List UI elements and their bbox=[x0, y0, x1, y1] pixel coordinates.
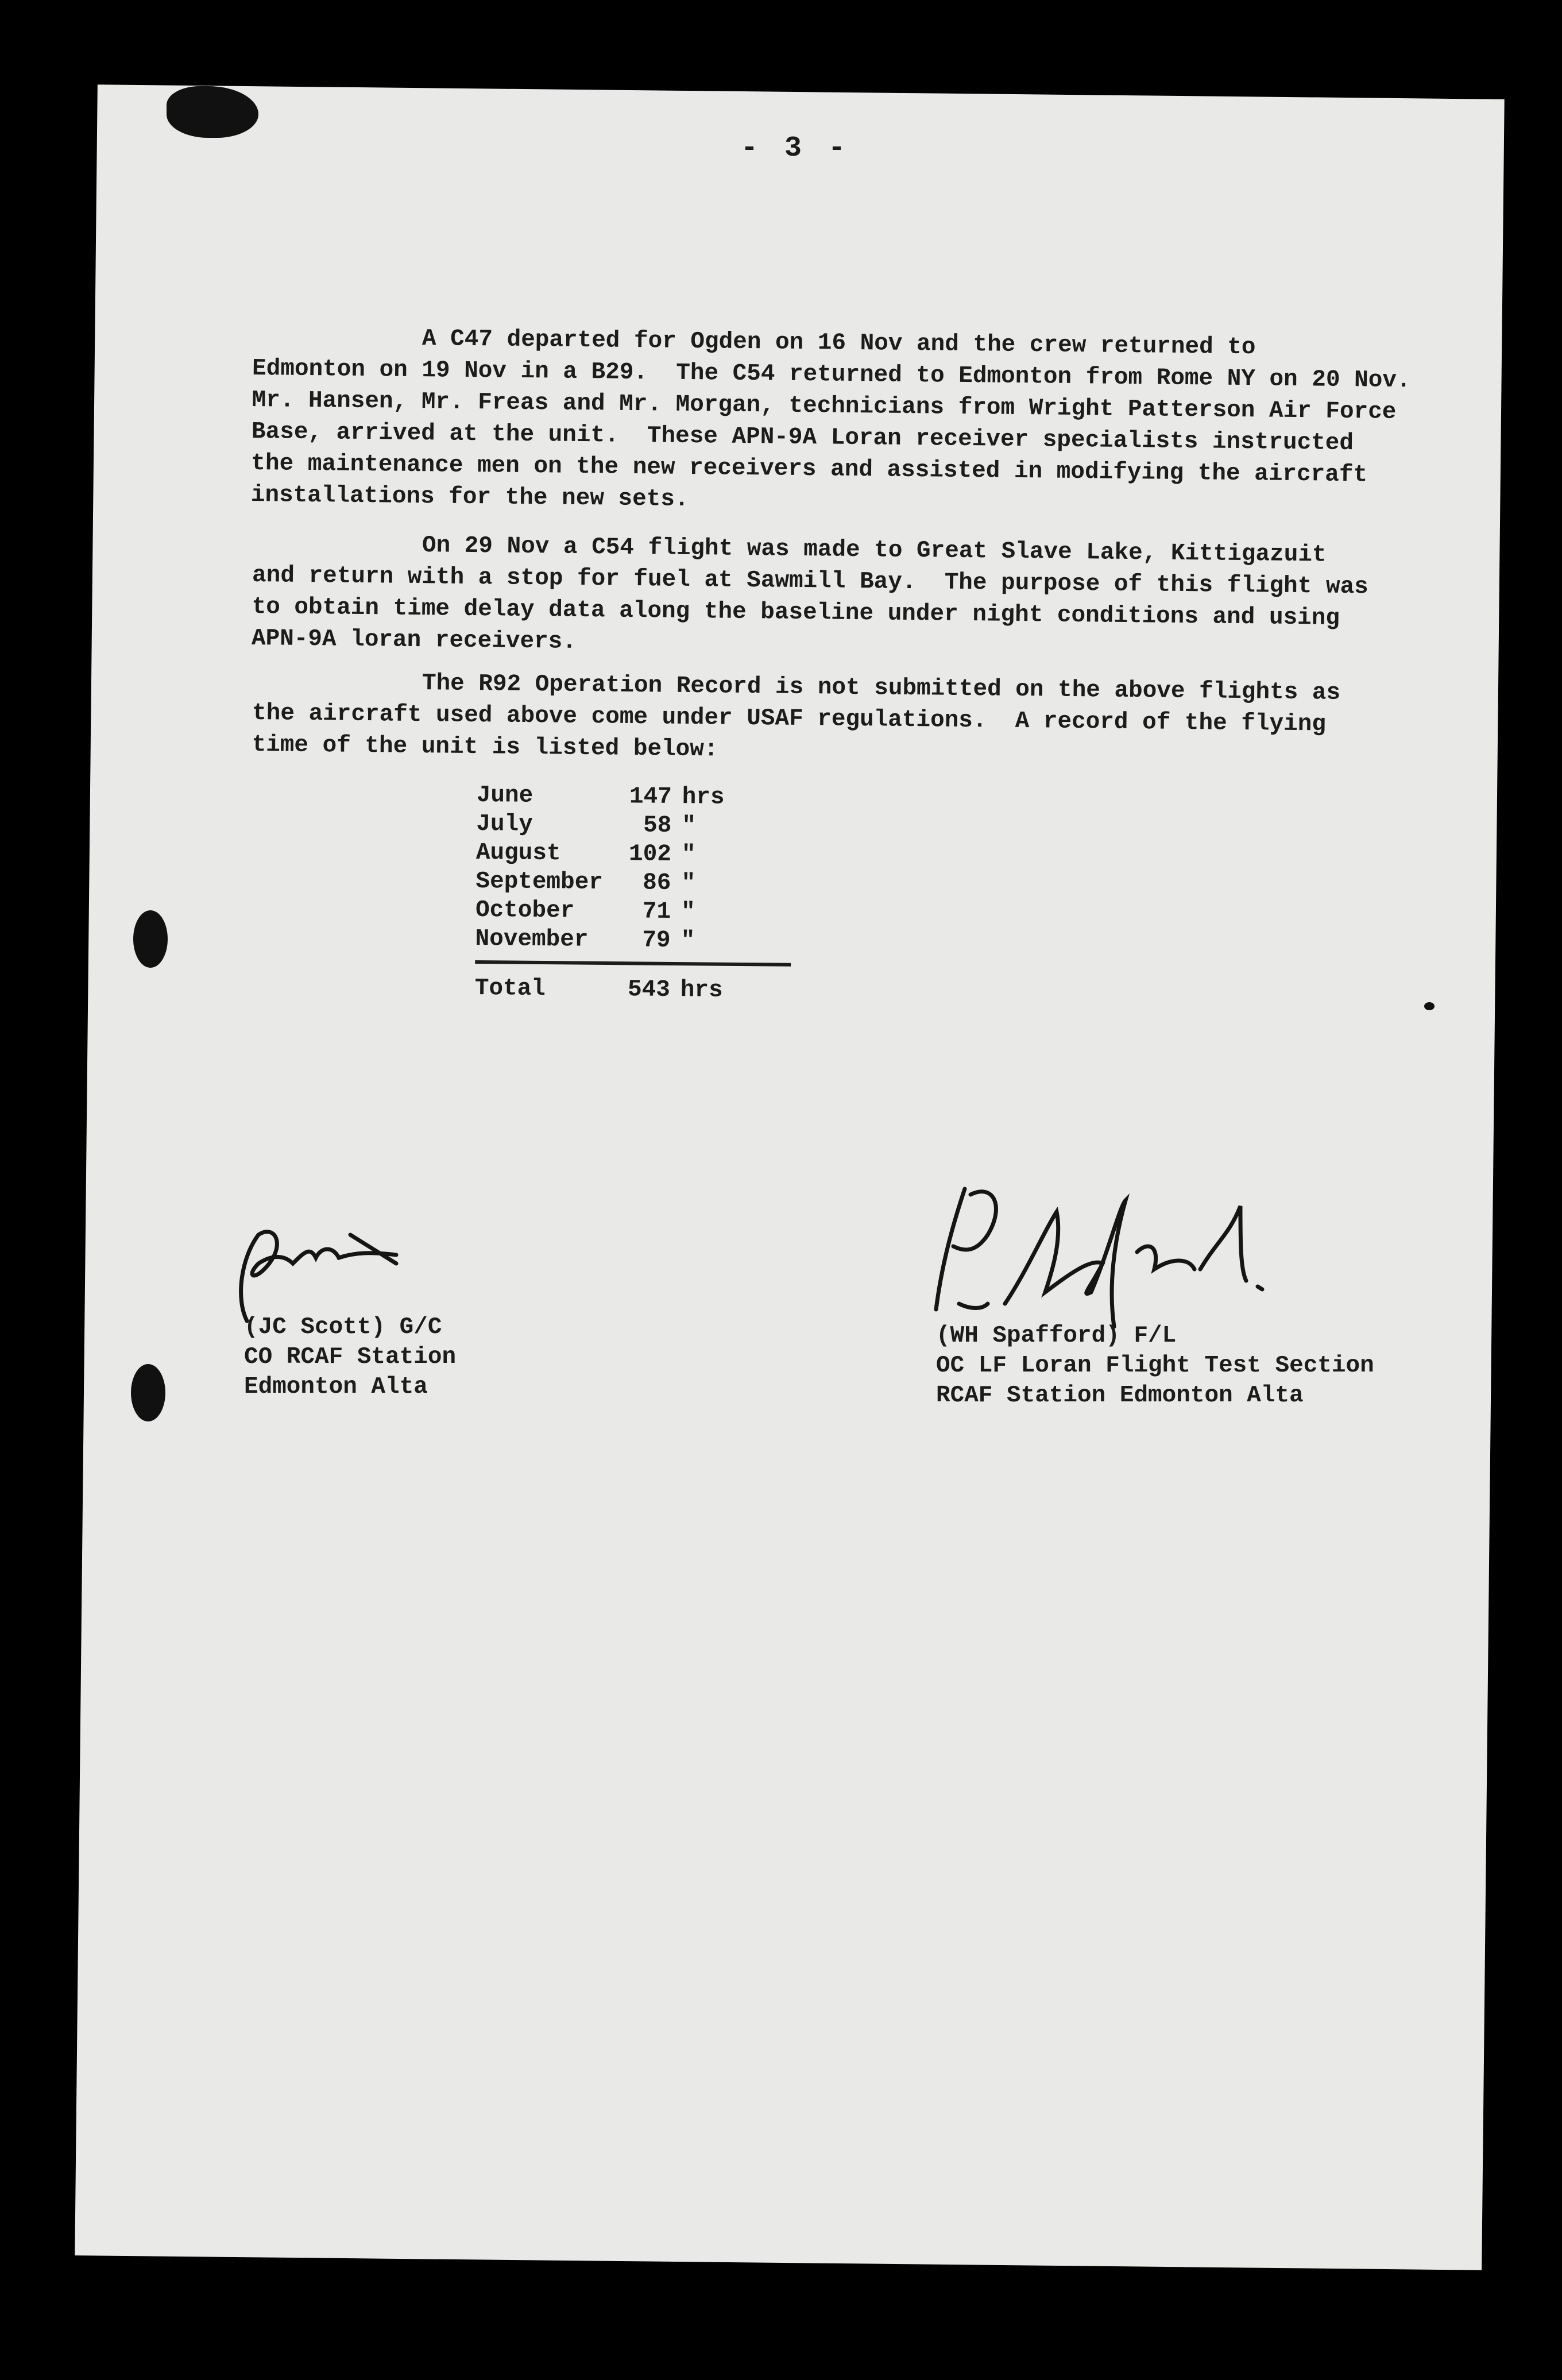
hours-cell: 147 bbox=[629, 783, 672, 810]
hours-cell: 79 bbox=[642, 927, 671, 954]
month-cell: June bbox=[476, 782, 533, 809]
ink-blot bbox=[1424, 1002, 1435, 1010]
flying-time-table bbox=[475, 781, 792, 1006]
table-row bbox=[475, 925, 791, 956]
month-cell: October bbox=[475, 897, 575, 925]
total-rule bbox=[475, 960, 791, 967]
unit-cell: " bbox=[681, 899, 695, 926]
ink-blot bbox=[131, 1364, 165, 1421]
page-number: - 3 - bbox=[741, 132, 850, 165]
table-row bbox=[476, 810, 792, 841]
paragraph-2: On 29 Nov a C54 flight was made to Great Slave Lake, Kittigazuit and return with a stop for fuel at Sawmill Bay. The purpose of this flight was to obtain time delay data along the baseline under night conditions and using APN-9A loran receivers. bbox=[251, 530, 1368, 655]
hours-cell: 86 bbox=[643, 870, 671, 897]
signature-spafford bbox=[919, 1172, 1275, 1344]
unit-cell: " bbox=[681, 928, 695, 955]
table-row bbox=[475, 867, 791, 899]
signature-scott bbox=[224, 1212, 442, 1327]
hours-cell: 71 bbox=[642, 898, 671, 925]
table-row bbox=[477, 781, 792, 813]
unit-cell: " bbox=[681, 870, 696, 897]
hours-cell: 58 bbox=[643, 812, 672, 839]
month-cell: July bbox=[476, 810, 533, 838]
month-cell: September bbox=[475, 868, 604, 896]
signature-block-scott: (JC Scott) G/C CO RCAF Station Edmonton Alta bbox=[244, 1314, 457, 1400]
hours-cell: 102 bbox=[628, 841, 672, 868]
unit-cell: " bbox=[682, 813, 697, 840]
table-row bbox=[476, 839, 792, 870]
total-row bbox=[475, 974, 791, 1006]
total-value: 543 bbox=[627, 976, 671, 1003]
table-row bbox=[475, 896, 791, 928]
unit-cell: hrs bbox=[682, 784, 725, 811]
month-cell: November bbox=[475, 925, 589, 953]
total-label: Total bbox=[474, 975, 546, 1003]
total-unit: hrs bbox=[680, 977, 723, 1004]
ink-blot bbox=[133, 910, 168, 968]
paragraph-3: The R92 Operation Record is not submitted on the above flights as the aircraft used above come under USAF regulations. A record of the flying time of the unit is listed below: bbox=[252, 668, 1341, 763]
paragraph-1: A C47 departed for Ogden on 16 Nov and the crew returned to Edmonton on 19 Nov in a B29. The C54 returned to Edmonton from Rome NY on 20 Nov. Mr. Hansen, Mr. Freas and Mr. Morgan, technicians from Wright Patterson Air Force Base, arrived at the unit. These APN-9A Loran receiver specialists instructed the maintenance men on the new receivers and assisted in modifying the aircraft installations for the new sets. bbox=[250, 323, 1411, 513]
month-cell: August bbox=[475, 839, 561, 867]
unit-cell: " bbox=[681, 841, 696, 868]
signature-block-spafford: (WH Spafford) F/L OC LF Loran Flight Test Section RCAF Station Edmonton Alta bbox=[936, 1323, 1374, 1409]
